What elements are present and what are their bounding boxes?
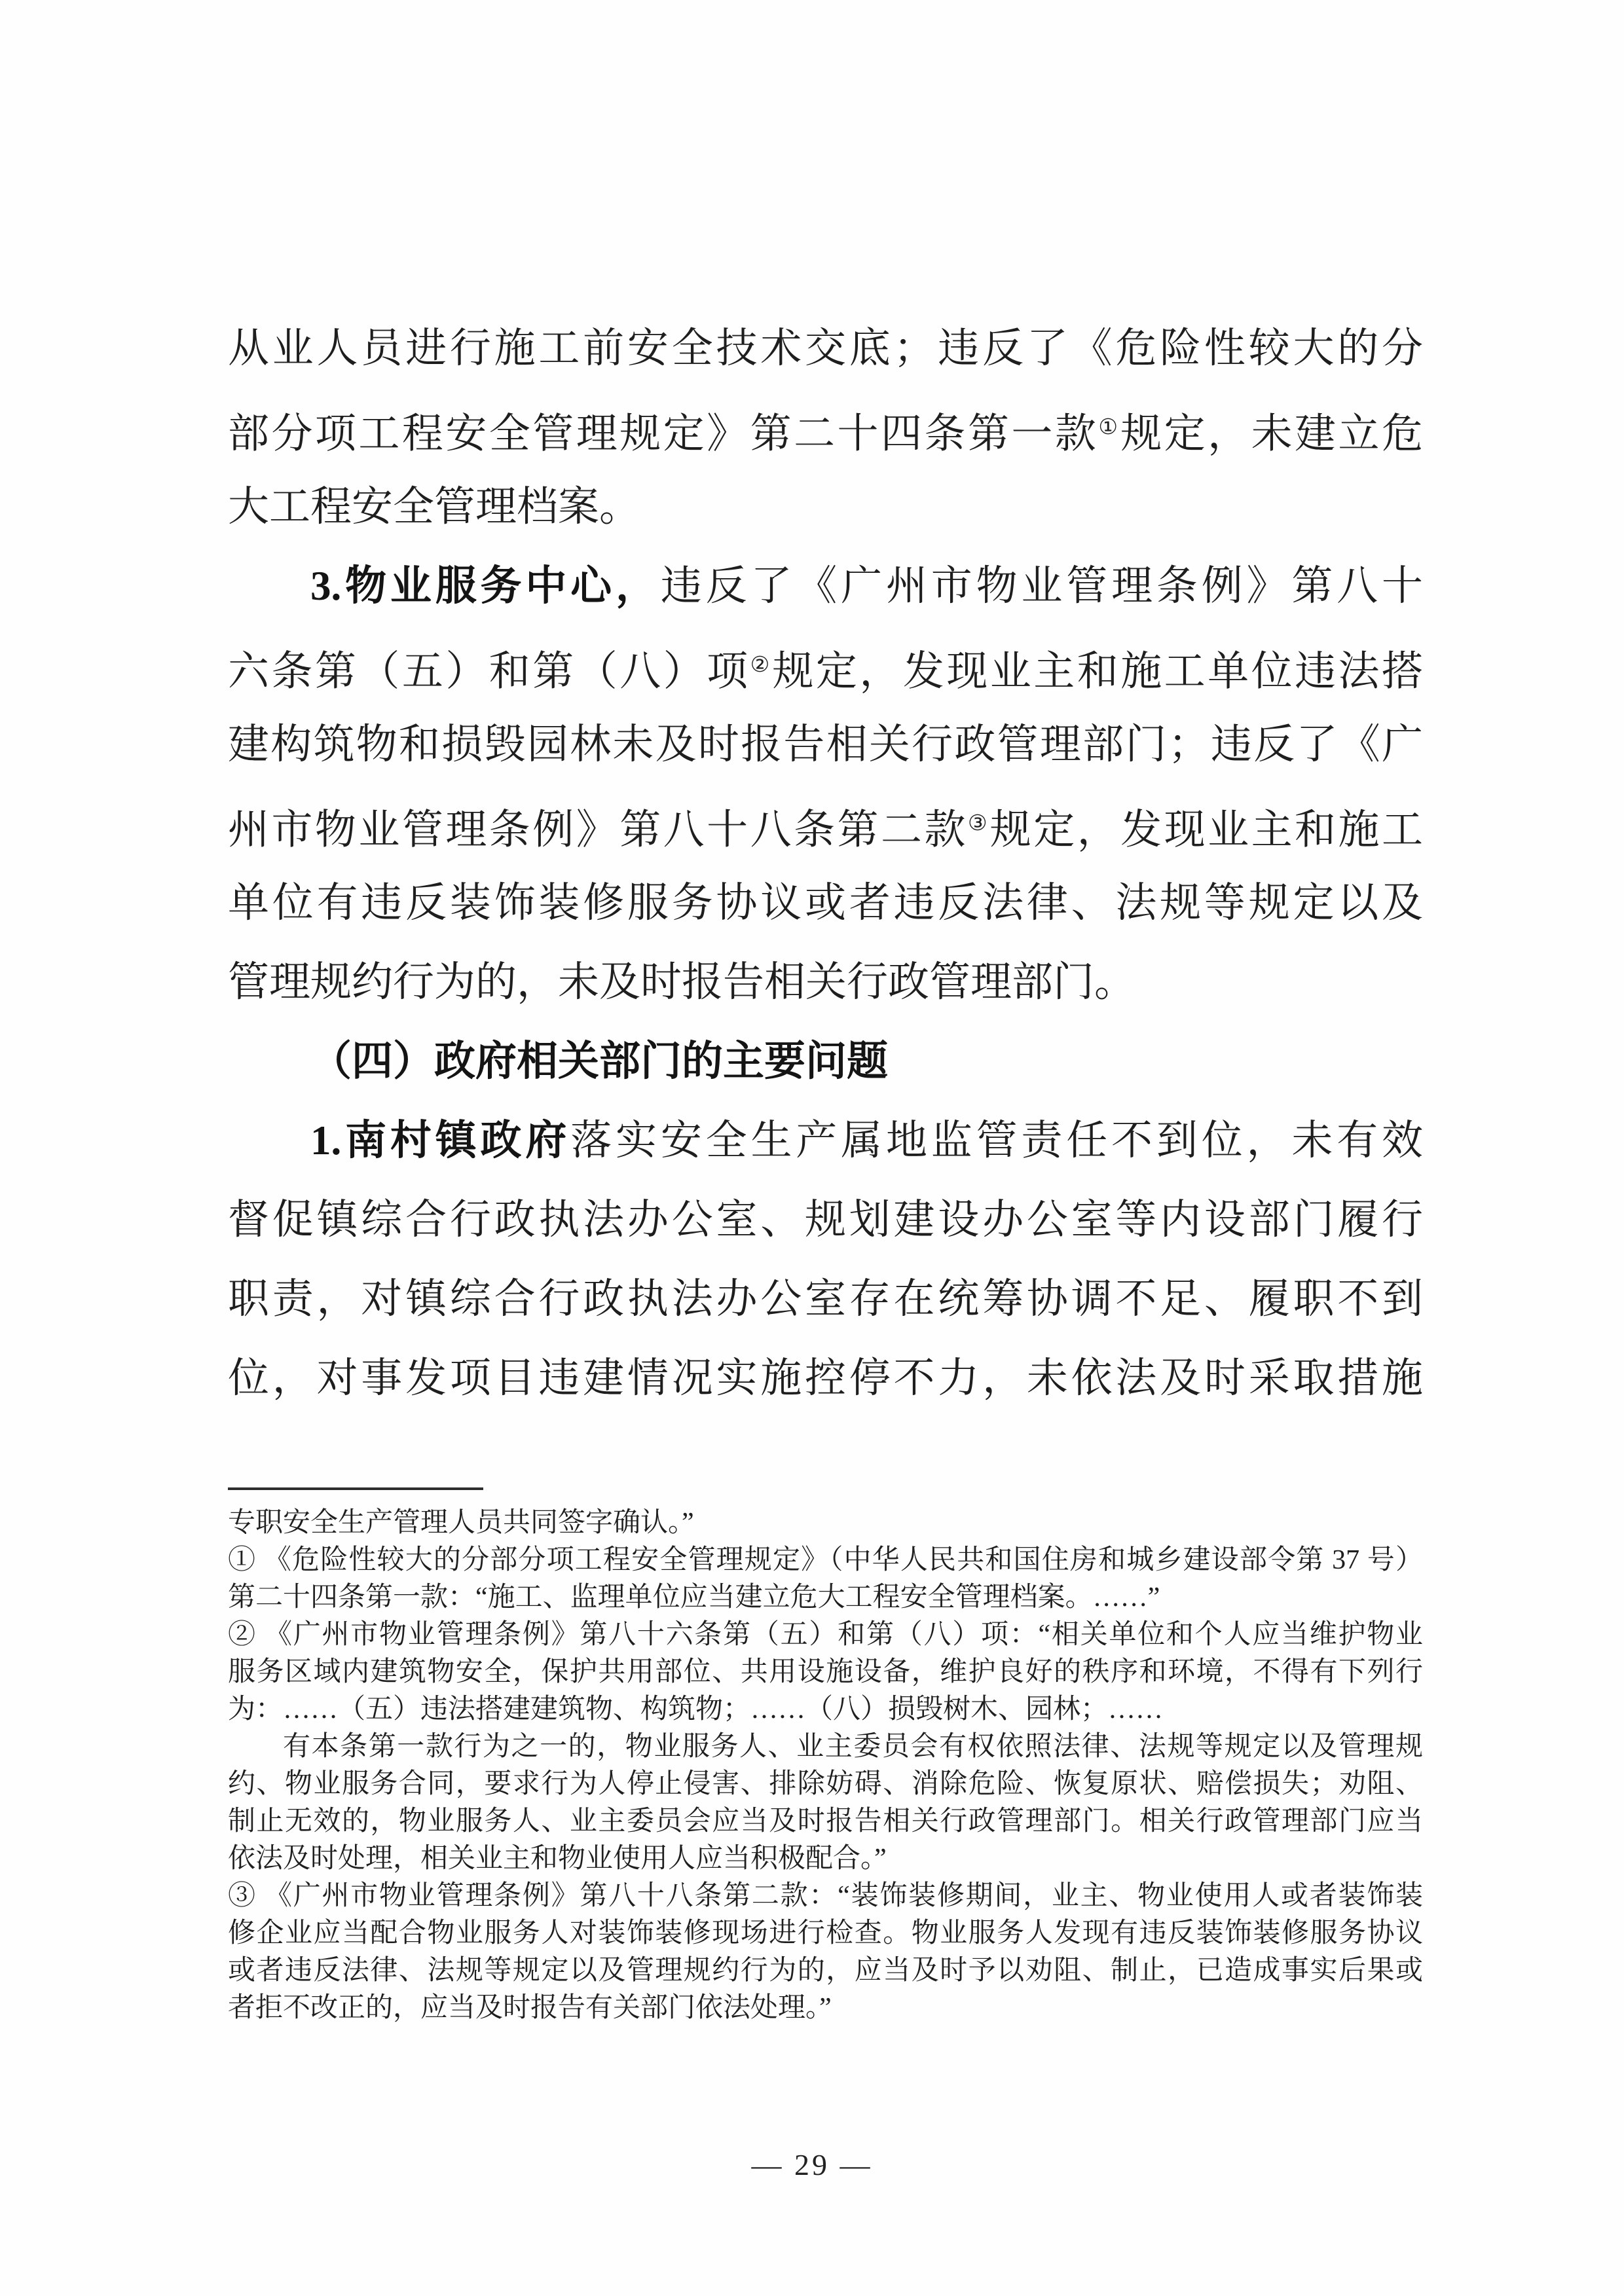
- bold-text-run: 1.南村镇政府: [310, 1118, 571, 1163]
- text-run: 违反了《广州市物业管理条例》第八十: [660, 563, 1424, 609]
- text-run: 单位有违反装饰装修服务协议或者违反法律、法规等规定以及: [228, 880, 1423, 926]
- text-run: 为：……（五）违法搭建建筑物、构筑物；……（八）损毁树木、园林；……: [228, 1694, 1164, 1724]
- footnote-line: [228, 1504, 1423, 1542]
- footnote-line: [228, 1766, 1423, 1803]
- footnote-line: [228, 1878, 1423, 1915]
- footnote-separator: [228, 1487, 483, 1490]
- footnote-ref-mark: ③: [967, 812, 990, 835]
- text-run: 有本条第一款行为之一的，物业服务人、业主委员会有权依照法律、法规等规定以及管理规: [283, 1732, 1423, 1762]
- footnote-line: [228, 1654, 1423, 1691]
- body-paragraph: [228, 547, 1423, 1022]
- body-line: [228, 1339, 1423, 1418]
- text-run: ② 《广州市物业管理条例》第八十六条第（五）和第（八）项：“相关单位和个人应当维护物业: [228, 1620, 1423, 1650]
- body-line: [228, 1180, 1423, 1260]
- body-line: [228, 1101, 1423, 1180]
- footnote-line: [228, 1691, 1423, 1728]
- footnote-line: [228, 1952, 1423, 1990]
- body-line: [228, 864, 1423, 943]
- footnote-ref-mark: ②: [750, 653, 773, 677]
- body-line: [228, 547, 1423, 626]
- body-paragraph: [228, 1022, 1423, 1101]
- text-run: 者拒不改正的，应当及时报告有关部门依法处理。”: [228, 1993, 832, 2023]
- footnote-section: [228, 1487, 1423, 2027]
- body-line: [228, 943, 1423, 1022]
- body-paragraph: [228, 1101, 1423, 1418]
- body-text: [228, 309, 1423, 1418]
- footnote-line: [228, 1542, 1423, 1579]
- text-run: ① 《危险性较大的分部分项工程安全管理规定》（中华人民共和国住房和城乡建设部令第 37 号）: [228, 1545, 1423, 1575]
- body-paragraph: [228, 309, 1423, 547]
- text-run: ③ 《广州市物业管理条例》第八十八条第二款：“装饰装修期间，业主、物业使用人或者装饰装: [228, 1881, 1423, 1911]
- text-run: 建构筑物和损毁园林未及时报告相关行政管理部门；违反了《广: [228, 721, 1423, 767]
- body-line: [228, 784, 1423, 864]
- body-line: [228, 626, 1423, 705]
- footnote-line: [228, 1728, 1423, 1766]
- footnote-paragraph: [228, 1542, 1423, 1616]
- text-run: 督促镇综合行政执法办公室、规划建设办公室等内设部门履行: [228, 1197, 1423, 1243]
- footnote-line: [228, 1990, 1423, 2027]
- footnote-line: [228, 1579, 1423, 1616]
- text-run: 部分项工程安全管理规定》第二十四条第一款: [228, 410, 1099, 457]
- text-run: 规定，发现业主和施工单位违法搭: [772, 648, 1423, 695]
- body-line: [228, 388, 1423, 467]
- page-number: — 29 —: [751, 2148, 873, 2181]
- text-run: 依法及时处理，相关业主和物业使用人应当积极配合。”: [228, 1844, 887, 1874]
- text-run: 六条第（五）和第（八）项: [228, 648, 750, 695]
- footnote-line: [228, 1840, 1423, 1878]
- body-line: [228, 1022, 1423, 1101]
- text-run: 专职安全生产管理人员共同签字确认。”: [228, 1508, 694, 1538]
- footnote-text: [228, 1504, 1423, 2027]
- text-run: 管理规约行为的，未及时报告相关行政管理部门。: [228, 959, 1135, 1005]
- text-run: 规定，未建立危: [1120, 410, 1423, 457]
- text-run: 修企业应当配合物业服务人对装饰装修现场进行检查。物业服务人发现有违反装饰装修服务协议: [228, 1918, 1423, 1948]
- text-run: 约、物业服务合同，要求行为人停止侵害、排除妨碍、消除危险、恢复原状、赔偿损失；劝阻、: [228, 1769, 1423, 1799]
- text-run: 服务区域内建筑物安全，保护共用部位、共用设施设备，维护良好的秩序和环境，不得有下列行: [228, 1657, 1423, 1687]
- footnote-paragraph: [228, 1878, 1423, 2027]
- text-run: 落实安全生产属地监管责任不到位，未有效: [570, 1118, 1423, 1163]
- footnote-ref-mark: ①: [1098, 416, 1121, 439]
- body-line: [228, 1260, 1423, 1339]
- footnote-paragraph: [228, 1504, 1423, 1542]
- body-line: [228, 705, 1423, 784]
- text-run: 或者违反法律、法规等规定以及管理规约行为的，应当及时予以劝阻、制止，已造成事实后果或: [228, 1956, 1423, 1986]
- bold-text-run: 3.物业服务中心，: [310, 563, 661, 609]
- text-run: 规定，发现业主和施工: [989, 807, 1423, 853]
- text-run: 大工程安全管理档案。: [228, 484, 640, 530]
- text-run: 州市物业管理条例》第八十八条第二款: [228, 807, 968, 853]
- body-line: [228, 309, 1423, 388]
- text-run: 从业人员进行施工前安全技术交底；违反了《危险性较大的分: [228, 325, 1423, 371]
- bold-text-run: （四）政府相关部门的主要问题: [310, 1038, 888, 1084]
- footnote-line: [228, 1616, 1423, 1654]
- footnote-line: [228, 1803, 1423, 1840]
- text-run: 第二十四条第一款：“施工、监理单位应当建立危大工程安全管理档案。……”: [228, 1582, 1160, 1613]
- body-line: [228, 467, 1423, 547]
- text-run: 制止无效的，物业服务人、业主委员会应当及时报告相关行政管理部门。相关行政管理部门应当: [228, 1806, 1423, 1836]
- footnote-line: [228, 1915, 1423, 1952]
- text-run: 职责，对镇综合行政执法办公室存在统筹协调不足、履职不到: [228, 1276, 1423, 1322]
- text-run: 位，对事发项目违建情况实施控停不力，未依法及时采取措施: [228, 1355, 1423, 1401]
- footnote-paragraph: [228, 1616, 1423, 1878]
